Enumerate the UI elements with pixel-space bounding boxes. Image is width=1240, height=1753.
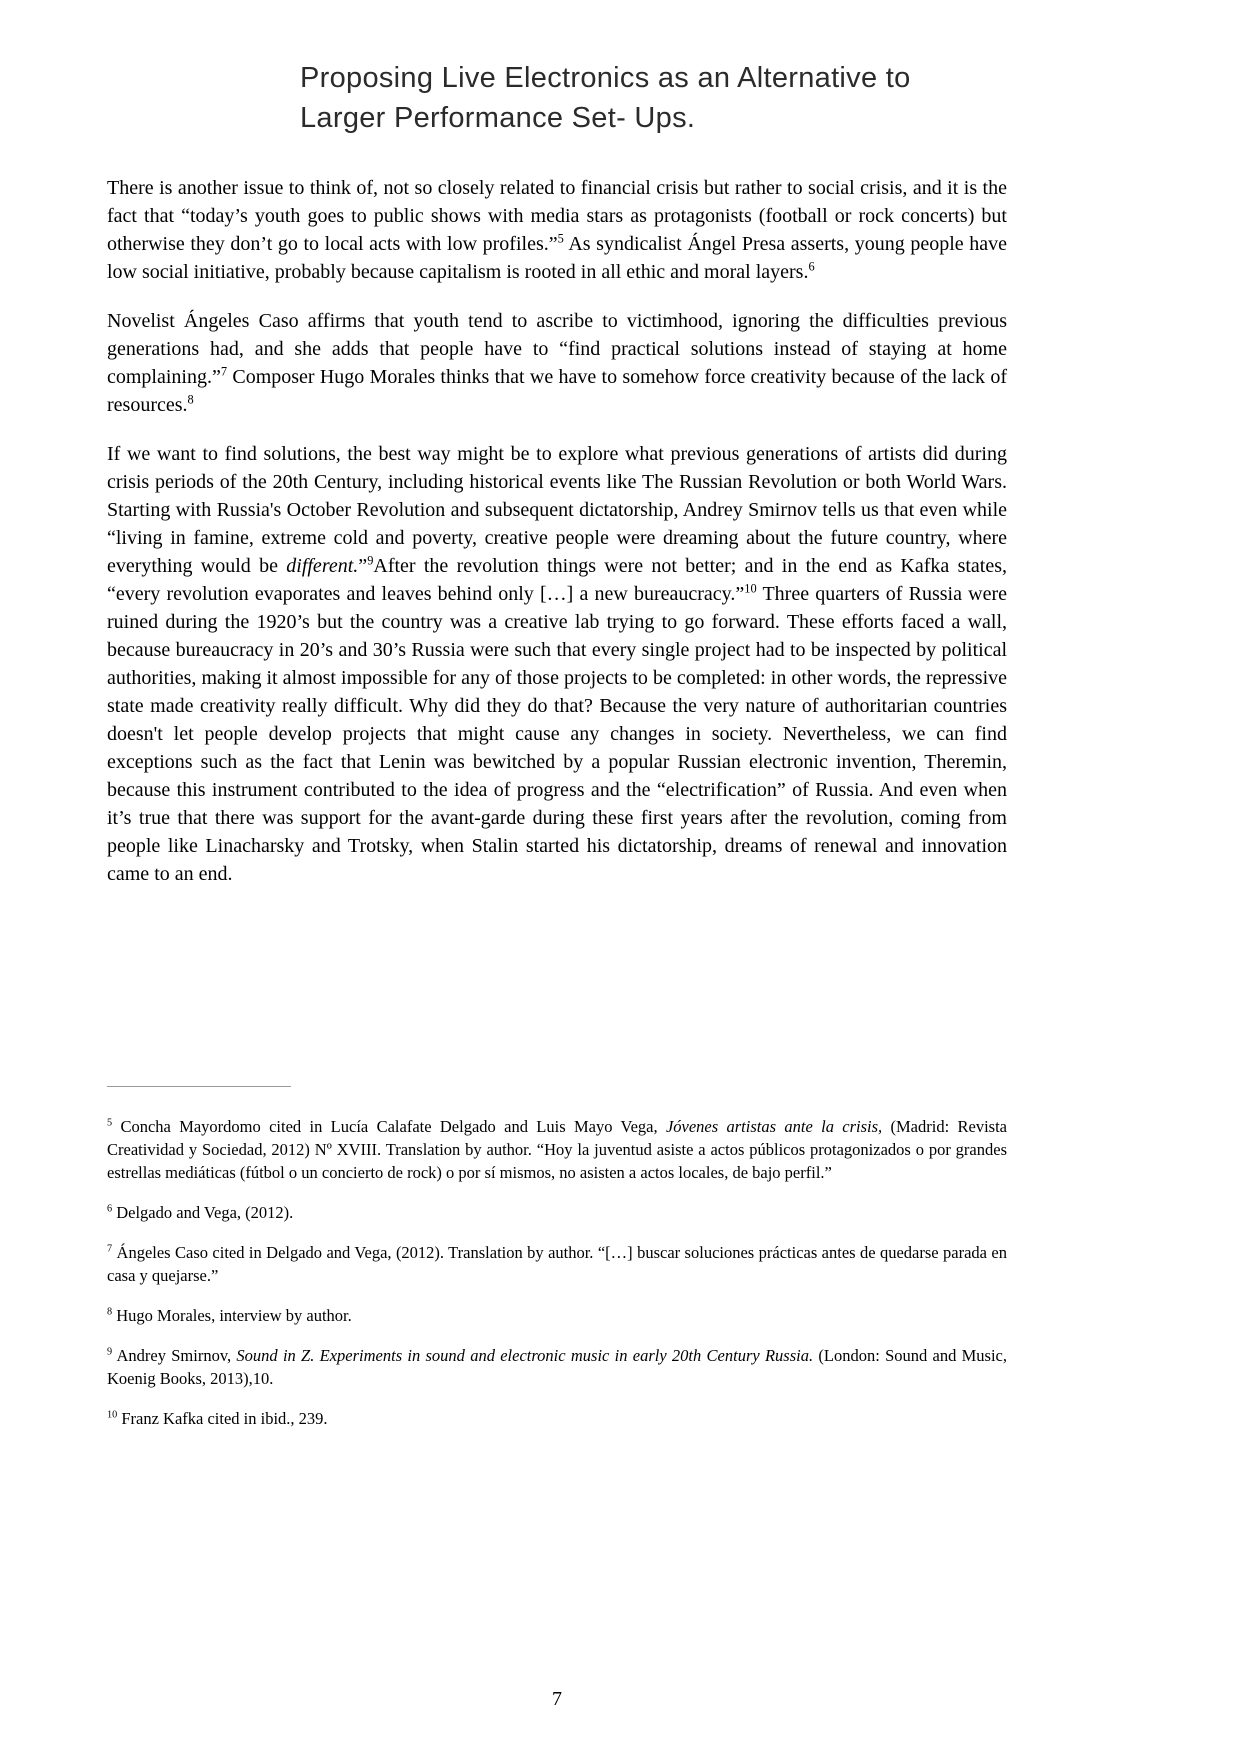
footnote-separator-rule <box>107 1086 291 1087</box>
footnote-5: $^5$ Concha Mayordomo cited in Lucía Calafate Delgado and Luis Mayo Vega, Jóvenes artistas ante la crisis, (Madrid: Revista Creatividad y Sociedad, 2012) Nº XVIII. Translation by author. “Hoy la juventud asiste a actos públicos protagonizados o por grandes estrellas mediáticas (fútbol o un concierto de rock) o por sí mismos, no asisten a actos locales, de bajo perfil.” <box>107 1117 1007 1182</box>
page-title <box>300 58 1007 138</box>
footnote-6: $^6$ Delgado and Vega, (2012). <box>107 1203 294 1222</box>
page-content <box>107 58 1007 888</box>
page-number: 7 <box>552 1688 562 1710</box>
title-line-2: Larger Performance Set- Ups. <box>300 102 696 134</box>
paragraph-3: If we want to find solutions, the best way might be to explore what previous generations of artists did during crisis periods of the 20th Century, including historical events like The Russian Revolution or both World Wars. Starting with Russia's October Revolution and subsequent dictatorship, Andrey Smirnov tells us that even while “living in famine, extreme cold and poverty, creative people were dreaming about the future country, where everything would be different.”$^9$After the revolution things were not better; and in the end as Kafka states, “every revolution evaporates and leaves behind only […] a new bureaucracy.”$^{10}$ Three quarters of Russia were ruined during the 1920’s but the country was a creative lab trying to go forward. These efforts faced a wall, because bureaucracy in 20’s and 30’s Russia were such that every single project had to be inspected by political authorities, making it almost impossible for any of those projects to be completed: in other words, the repressive state made creativity really difficult. Why did they do that? Because the very nature of authoritarian countries doesn't let people develop projects that might cause any changes in society. Nevertheless, we can find exceptions such as the fact that Lenin was bewitched by a popular Russian electronic invention, Theremin, because this instrument contributed to the idea of progress and the “electrification” of Russia. And even when it’s true that there was support for the avant-garde during these first years after the revolution, coming from people like Linacharsky and Trotsky, when Stalin started his dictatorship, dreams of renewal and innovation came to an end. <box>107 443 1007 885</box>
paragraph-1: There is another issue to think of, not so closely related to financial crisis but rather to social crisis, and it is the fact that “today’s youth goes to public shows with media stars as protagonists (football or rock concerts) but otherwise they don’t go to local acts with low profiles.”$^5$ As syndicalist Ángel Presa asserts, young people have low social initiative, probably because capitalism is rooted in all ethic and moral layers.$^6$ <box>107 177 1007 283</box>
footnote-10: $^{10}$ Franz Kafka cited in ibid., 239. <box>107 1409 328 1428</box>
footnotes-section <box>107 1086 1007 1447</box>
paragraph-2: Novelist Ángeles Caso affirms that youth tend to ascribe to victimhood, ignoring the difficulties previous generations had, and she adds that people have to “find practical solutions instead of staying at home complaining.”$^7$ Composer Hugo Morales thinks that we have to somehow force creativity because of the lack of resources.$^8$ <box>107 310 1007 416</box>
footnote-7: $^7$ Ángeles Caso cited in Delgado and Vega, (2012). Translation by author. “[…] buscar soluciones prácticas antes de quedarse parada en casa y quejarse.” <box>107 1243 1007 1285</box>
footnote-8: $^8$ Hugo Morales, interview by author. <box>107 1306 352 1325</box>
title-line-1: Proposing Live Electronics as an Alternative to <box>300 62 911 94</box>
footnote-9: $^9$ Andrey Smirnov, Sound in Z. Experiments in sound and electronic music in early 20th Century Russia. (London: Sound and Music, Koenig Books, 2013),10. <box>107 1346 1008 1388</box>
body-text <box>107 174 1007 888</box>
